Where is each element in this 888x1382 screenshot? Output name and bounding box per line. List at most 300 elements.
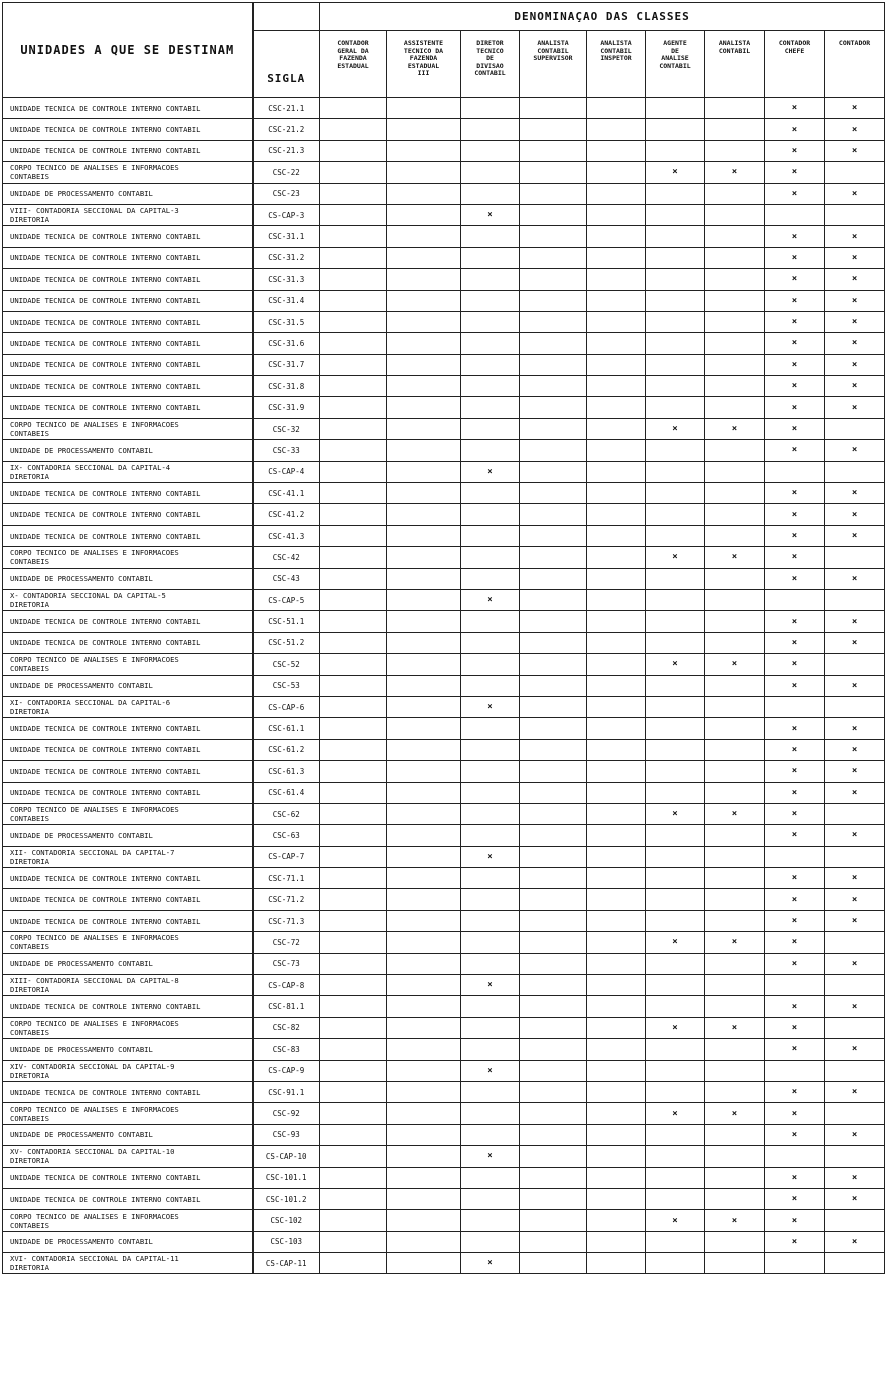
class-cell <box>646 1103 705 1124</box>
unit-name-cell: UNIDADE DE PROCESSAMENTO CONTABIL <box>3 1231 253 1252</box>
class-cell <box>461 1188 520 1209</box>
class-cell <box>646 1167 705 1188</box>
x-mark-icon: ⨯ <box>851 445 858 456</box>
class-cell <box>705 589 765 610</box>
class-cell <box>825 910 885 931</box>
class-cell <box>587 269 646 290</box>
class-cell <box>461 1081 520 1102</box>
class-cell <box>825 568 885 589</box>
table-row <box>3 1167 885 1188</box>
unit-name-cell: UNIDADE TECNICA DE CONTROLE INTERNO CONTABIL <box>3 782 253 803</box>
class-cell <box>320 782 387 803</box>
x-mark-icon: ⨯ <box>851 766 858 777</box>
class-cell <box>765 718 825 739</box>
class-cell <box>320 247 387 268</box>
class-cell <box>461 1124 520 1145</box>
unit-name-cell: UNIDADE TECNICA DE CONTROLE INTERNO CONTABIL <box>3 889 253 910</box>
class-cell <box>320 675 387 696</box>
class-cell <box>461 397 520 418</box>
x-mark-icon: ⨯ <box>791 830 798 841</box>
class-cell <box>320 1103 387 1124</box>
class-cell <box>705 162 765 183</box>
x-mark-icon: ⨯ <box>791 1194 798 1205</box>
class-cell <box>320 504 387 525</box>
class-cell <box>765 1060 825 1081</box>
class-cell <box>520 761 587 782</box>
class-cell <box>646 162 705 183</box>
class-cell <box>825 162 885 183</box>
sigla-cell: CSC-83 <box>253 1039 320 1060</box>
class-cell <box>587 1231 646 1252</box>
class-cell <box>646 1253 705 1274</box>
class-cell <box>705 1103 765 1124</box>
class-cell <box>520 739 587 760</box>
x-mark-icon: ⨯ <box>851 381 858 392</box>
class-cell <box>320 1231 387 1252</box>
class-cell <box>387 354 461 375</box>
class-cell <box>520 290 587 311</box>
class-cell <box>520 269 587 290</box>
class-cell <box>765 825 825 846</box>
table-row <box>3 696 885 717</box>
class-cell <box>646 440 705 461</box>
sigla-cell: CSC-31.1 <box>253 226 320 247</box>
class-cell <box>646 204 705 225</box>
class-cell <box>646 825 705 846</box>
x-mark-icon: ⨯ <box>791 359 798 370</box>
table-row <box>3 140 885 161</box>
unit-name-cell: CORPO TECNICO DE ANALISES E INFORMACOES CONTABEIS <box>3 1103 253 1124</box>
class-cell <box>646 461 705 482</box>
class-cell <box>461 333 520 354</box>
class-cell <box>825 1081 885 1102</box>
class-cell <box>646 654 705 675</box>
class-cell <box>765 932 825 953</box>
class-cell <box>320 739 387 760</box>
x-mark-icon: ⨯ <box>851 830 858 841</box>
class-cell <box>825 333 885 354</box>
class-cell <box>461 696 520 717</box>
class-cell <box>461 910 520 931</box>
table-row <box>3 311 885 332</box>
sigla-cell: CSC-81.1 <box>253 996 320 1017</box>
class-cell <box>587 119 646 140</box>
class-cell <box>825 782 885 803</box>
class-cell <box>825 1124 885 1145</box>
table-row <box>3 975 885 996</box>
class-cell <box>387 1188 461 1209</box>
class-cell <box>520 140 587 161</box>
unit-name-cell: UNIDADE TECNICA DE CONTROLE INTERNO CONTABIL <box>3 311 253 332</box>
class-cell <box>825 226 885 247</box>
class-cell <box>825 290 885 311</box>
class-cell <box>587 333 646 354</box>
class-cell <box>765 525 825 546</box>
table-row <box>3 119 885 140</box>
class-cell <box>387 1081 461 1102</box>
class-cell <box>825 996 885 1017</box>
class-cell <box>320 311 387 332</box>
sigla-cell: CSC-72 <box>253 932 320 953</box>
class-cell <box>461 547 520 568</box>
class-cell <box>587 611 646 632</box>
x-mark-icon: ⨯ <box>672 809 678 820</box>
table-row <box>3 1231 885 1252</box>
class-cell <box>646 1060 705 1081</box>
class-cell <box>461 1146 520 1167</box>
class-cell <box>825 483 885 504</box>
class-cell <box>520 397 587 418</box>
x-mark-icon: ⨯ <box>851 295 858 306</box>
x-mark-icon: ⨯ <box>487 210 493 221</box>
class-cell <box>320 98 387 119</box>
x-mark-icon: ⨯ <box>851 958 858 969</box>
class-cell <box>520 654 587 675</box>
sigla-cell: CSC-61.4 <box>253 782 320 803</box>
class-header: ANALISTA CONTABIL <box>705 31 765 98</box>
class-cell <box>705 1039 765 1060</box>
class-cell <box>461 119 520 140</box>
class-cell <box>587 1146 646 1167</box>
class-cell <box>461 996 520 1017</box>
unit-name-cell: UNIDADE TECNICA DE CONTROLE INTERNO CONTABIL <box>3 98 253 119</box>
class-cell <box>587 504 646 525</box>
x-mark-icon: ⨯ <box>487 595 493 606</box>
class-cell <box>825 98 885 119</box>
class-cell <box>825 247 885 268</box>
class-cell <box>520 483 587 504</box>
class-cell <box>387 1210 461 1231</box>
class-cell <box>765 98 825 119</box>
class-cell <box>320 761 387 782</box>
class-cell <box>765 996 825 1017</box>
class-cell <box>587 1060 646 1081</box>
x-mark-icon: ⨯ <box>791 488 798 499</box>
class-cell <box>705 1210 765 1231</box>
sigla-cell: CS-CAP-9 <box>253 1060 320 1081</box>
class-cell <box>825 183 885 204</box>
x-mark-icon: ⨯ <box>851 338 858 349</box>
sigla-cell: CSC-92 <box>253 1103 320 1124</box>
class-cell <box>705 333 765 354</box>
class-cell <box>520 226 587 247</box>
sigla-cell: CSC-73 <box>253 953 320 974</box>
class-cell <box>705 1231 765 1252</box>
unit-name-cell: CORPO TECNICO DE ANALISES E INFORMACOES CONTABEIS <box>3 547 253 568</box>
class-cell <box>705 953 765 974</box>
class-cell <box>825 675 885 696</box>
unit-name-cell: UNIDADE TECNICA DE CONTROLE INTERNO CONTABIL <box>3 718 253 739</box>
sigla-column-header: SIGLA <box>253 31 320 98</box>
class-cell <box>461 782 520 803</box>
class-cell <box>461 718 520 739</box>
class-cell <box>646 782 705 803</box>
class-cell <box>825 418 885 439</box>
class-cell <box>461 440 520 461</box>
class-cell <box>825 696 885 717</box>
x-mark-icon: ⨯ <box>672 659 678 670</box>
class-cell <box>587 868 646 889</box>
class-cell <box>387 654 461 675</box>
unit-name-cell: UNIDADE TECNICA DE CONTROLE INTERNO CONTABIL <box>3 354 253 375</box>
x-mark-icon: ⨯ <box>791 1215 798 1226</box>
x-mark-icon: ⨯ <box>851 723 858 734</box>
class-cell <box>646 718 705 739</box>
unit-name-cell: UNIDADE TECNICA DE CONTROLE INTERNO CONTABIL <box>3 611 253 632</box>
class-cell <box>461 1167 520 1188</box>
class-cell <box>646 975 705 996</box>
table-row <box>3 953 885 974</box>
sigla-cell: CSC-102 <box>253 1210 320 1231</box>
sigla-cell: CSC-101.2 <box>253 1188 320 1209</box>
class-cell <box>461 889 520 910</box>
class-cell <box>765 354 825 375</box>
sigla-cell: CSC-32 <box>253 418 320 439</box>
class-cell <box>765 461 825 482</box>
class-cell <box>387 311 461 332</box>
class-cell <box>520 910 587 931</box>
unit-name-cell: UNIDADE TECNICA DE CONTROLE INTERNO CONTABIL <box>3 269 253 290</box>
class-cell <box>765 418 825 439</box>
class-cell <box>587 718 646 739</box>
table-row <box>3 483 885 504</box>
class-cell <box>320 140 387 161</box>
x-mark-icon: ⨯ <box>791 274 798 285</box>
table-row <box>3 932 885 953</box>
class-cell <box>520 975 587 996</box>
unit-name-cell: UNIDADE TECNICA DE CONTROLE INTERNO CONTABIL <box>3 632 253 653</box>
sigla-cell: CSC-41.1 <box>253 483 320 504</box>
class-cell <box>825 119 885 140</box>
class-cell <box>387 376 461 397</box>
unit-name-cell: UNIDADE DE PROCESSAMENTO CONTABIL <box>3 1124 253 1145</box>
table-row <box>3 1039 885 1060</box>
class-cell <box>765 204 825 225</box>
unit-name-cell: XIII- CONTADORIA SECCIONAL DA CAPITAL-8 DIRETORIA <box>3 975 253 996</box>
class-cell <box>765 397 825 418</box>
class-cell <box>705 247 765 268</box>
class-cell <box>765 568 825 589</box>
x-mark-icon: ⨯ <box>791 381 798 392</box>
x-mark-icon: ⨯ <box>731 552 738 563</box>
class-cell <box>520 354 587 375</box>
class-cell <box>705 932 765 953</box>
class-cell <box>825 397 885 418</box>
class-cell <box>387 825 461 846</box>
table-row <box>3 418 885 439</box>
class-cell <box>587 1210 646 1231</box>
unit-name-cell: XV- CONTADORIA SECCIONAL DA CAPITAL-10 DIRETORIA <box>3 1146 253 1167</box>
class-cell <box>705 632 765 653</box>
class-cell <box>520 889 587 910</box>
class-cell <box>387 718 461 739</box>
class-cell <box>765 547 825 568</box>
x-mark-icon: ⨯ <box>791 1022 798 1033</box>
class-cell <box>705 803 765 824</box>
class-cell <box>387 803 461 824</box>
table-row <box>3 162 885 183</box>
class-cell <box>765 1167 825 1188</box>
class-cell <box>320 483 387 504</box>
table-row <box>3 1081 885 1102</box>
class-cell <box>387 418 461 439</box>
unit-name-cell: CORPO TECNICO DE ANALISES E INFORMACOES CONTABEIS <box>3 418 253 439</box>
class-cell <box>825 932 885 953</box>
class-cell <box>387 204 461 225</box>
x-mark-icon: ⨯ <box>791 809 798 820</box>
class-cell <box>520 825 587 846</box>
x-mark-icon: ⨯ <box>851 573 858 584</box>
x-mark-icon: ⨯ <box>791 637 798 648</box>
class-cell <box>587 290 646 311</box>
class-cell <box>705 611 765 632</box>
sigla-cell: CSC-33 <box>253 440 320 461</box>
unit-name-cell: XVI- CONTADORIA SECCIONAL DA CAPITAL-11 DIRETORIA <box>3 1253 253 1274</box>
sigla-cell: CSC-21.3 <box>253 140 320 161</box>
class-cell <box>705 782 765 803</box>
class-cell <box>765 1253 825 1274</box>
class-cell <box>646 525 705 546</box>
x-mark-icon: ⨯ <box>731 659 738 670</box>
class-cell <box>520 1231 587 1252</box>
class-cell <box>520 696 587 717</box>
class-cell <box>646 333 705 354</box>
unit-name-cell: CORPO TECNICO DE ANALISES E INFORMACOES CONTABEIS <box>3 932 253 953</box>
class-cell <box>765 846 825 867</box>
unit-name-cell: UNIDADE TECNICA DE CONTROLE INTERNO CONTABIL <box>3 140 253 161</box>
x-mark-icon: ⨯ <box>487 1151 493 1162</box>
class-cell <box>320 418 387 439</box>
class-cell <box>461 803 520 824</box>
class-cell <box>520 311 587 332</box>
class-cell <box>461 162 520 183</box>
table-row <box>3 461 885 482</box>
class-cell <box>461 354 520 375</box>
x-mark-icon: ⨯ <box>791 231 798 242</box>
table-row <box>3 675 885 696</box>
class-cell <box>765 1081 825 1102</box>
class-cell <box>387 975 461 996</box>
sigla-cell: CSC-31.7 <box>253 354 320 375</box>
class-cell <box>705 1124 765 1145</box>
class-cell <box>705 825 765 846</box>
class-cell <box>705 975 765 996</box>
unit-name-cell: UNIDADE TECNICA DE CONTROLE INTERNO CONTABIL <box>3 483 253 504</box>
x-mark-icon: ⨯ <box>731 809 738 820</box>
class-cell <box>705 568 765 589</box>
sigla-cell: CSC-43 <box>253 568 320 589</box>
unit-name-cell: UNIDADE TECNICA DE CONTROLE INTERNO CONTABIL <box>3 247 253 268</box>
table-row <box>3 996 885 1017</box>
class-cell <box>705 311 765 332</box>
class-cell <box>646 675 705 696</box>
sigla-cell: CSC-61.1 <box>253 718 320 739</box>
class-cell <box>520 525 587 546</box>
unit-name-cell: UNIDADE DE PROCESSAMENTO CONTABIL <box>3 825 253 846</box>
class-cell <box>461 376 520 397</box>
classes-table <box>2 2 885 1274</box>
class-cell <box>765 889 825 910</box>
class-cell <box>387 782 461 803</box>
class-cell <box>461 611 520 632</box>
table-row <box>3 761 885 782</box>
table-row <box>3 1188 885 1209</box>
x-mark-icon: ⨯ <box>672 1022 678 1033</box>
x-mark-icon: ⨯ <box>791 873 798 884</box>
class-cell <box>587 846 646 867</box>
class-cell <box>320 333 387 354</box>
class-cell <box>765 1188 825 1209</box>
sigla-cell: CSC-31.5 <box>253 311 320 332</box>
class-cell <box>825 1103 885 1124</box>
class-cell <box>587 311 646 332</box>
sigla-cell: CSC-61.3 <box>253 761 320 782</box>
table-row <box>3 803 885 824</box>
class-cell <box>461 269 520 290</box>
class-cell <box>461 654 520 675</box>
table-row <box>3 204 885 225</box>
class-cell <box>705 354 765 375</box>
x-mark-icon: ⨯ <box>672 937 678 948</box>
class-cell <box>320 525 387 546</box>
x-mark-icon: ⨯ <box>791 1087 798 1098</box>
sigla-cell: CS-CAP-8 <box>253 975 320 996</box>
class-header: ANALISTA CONTABIL SUPERVISOR <box>520 31 587 98</box>
x-mark-icon: ⨯ <box>791 659 798 670</box>
class-cell <box>646 1124 705 1145</box>
class-cell <box>825 654 885 675</box>
class-cell <box>320 889 387 910</box>
table-row <box>3 868 885 889</box>
sigla-cell: CSC-103 <box>253 1231 320 1252</box>
x-mark-icon: ⨯ <box>791 124 798 135</box>
x-mark-icon: ⨯ <box>851 1087 858 1098</box>
class-cell <box>520 868 587 889</box>
class-cell <box>646 589 705 610</box>
class-cell <box>387 739 461 760</box>
class-cell <box>825 1060 885 1081</box>
class-cell <box>825 846 885 867</box>
class-cell <box>705 1017 765 1038</box>
class-cell <box>320 1081 387 1102</box>
class-cell <box>705 675 765 696</box>
unit-name-cell: UNIDADE TECNICA DE CONTROLE INTERNO CONTABIL <box>3 910 253 931</box>
class-cell <box>646 632 705 653</box>
class-header: CONTADOR <box>825 31 885 98</box>
x-mark-icon: ⨯ <box>791 958 798 969</box>
class-cell <box>705 996 765 1017</box>
class-cell <box>705 1060 765 1081</box>
x-mark-icon: ⨯ <box>851 252 858 263</box>
class-cell <box>587 996 646 1017</box>
class-cell <box>587 696 646 717</box>
class-cell <box>705 1188 765 1209</box>
sigla-cell: CSC-31.9 <box>253 397 320 418</box>
class-cell <box>387 183 461 204</box>
class-cell <box>825 140 885 161</box>
class-cell <box>646 1231 705 1252</box>
unit-name-cell: CORPO TECNICO DE ANALISES E INFORMACOES CONTABEIS <box>3 654 253 675</box>
class-cell <box>461 311 520 332</box>
class-cell <box>825 1017 885 1038</box>
class-cell <box>646 953 705 974</box>
class-cell <box>320 910 387 931</box>
x-mark-icon: ⨯ <box>791 723 798 734</box>
class-cell <box>765 162 825 183</box>
class-cell <box>520 718 587 739</box>
class-cell <box>320 718 387 739</box>
class-cell <box>461 825 520 846</box>
